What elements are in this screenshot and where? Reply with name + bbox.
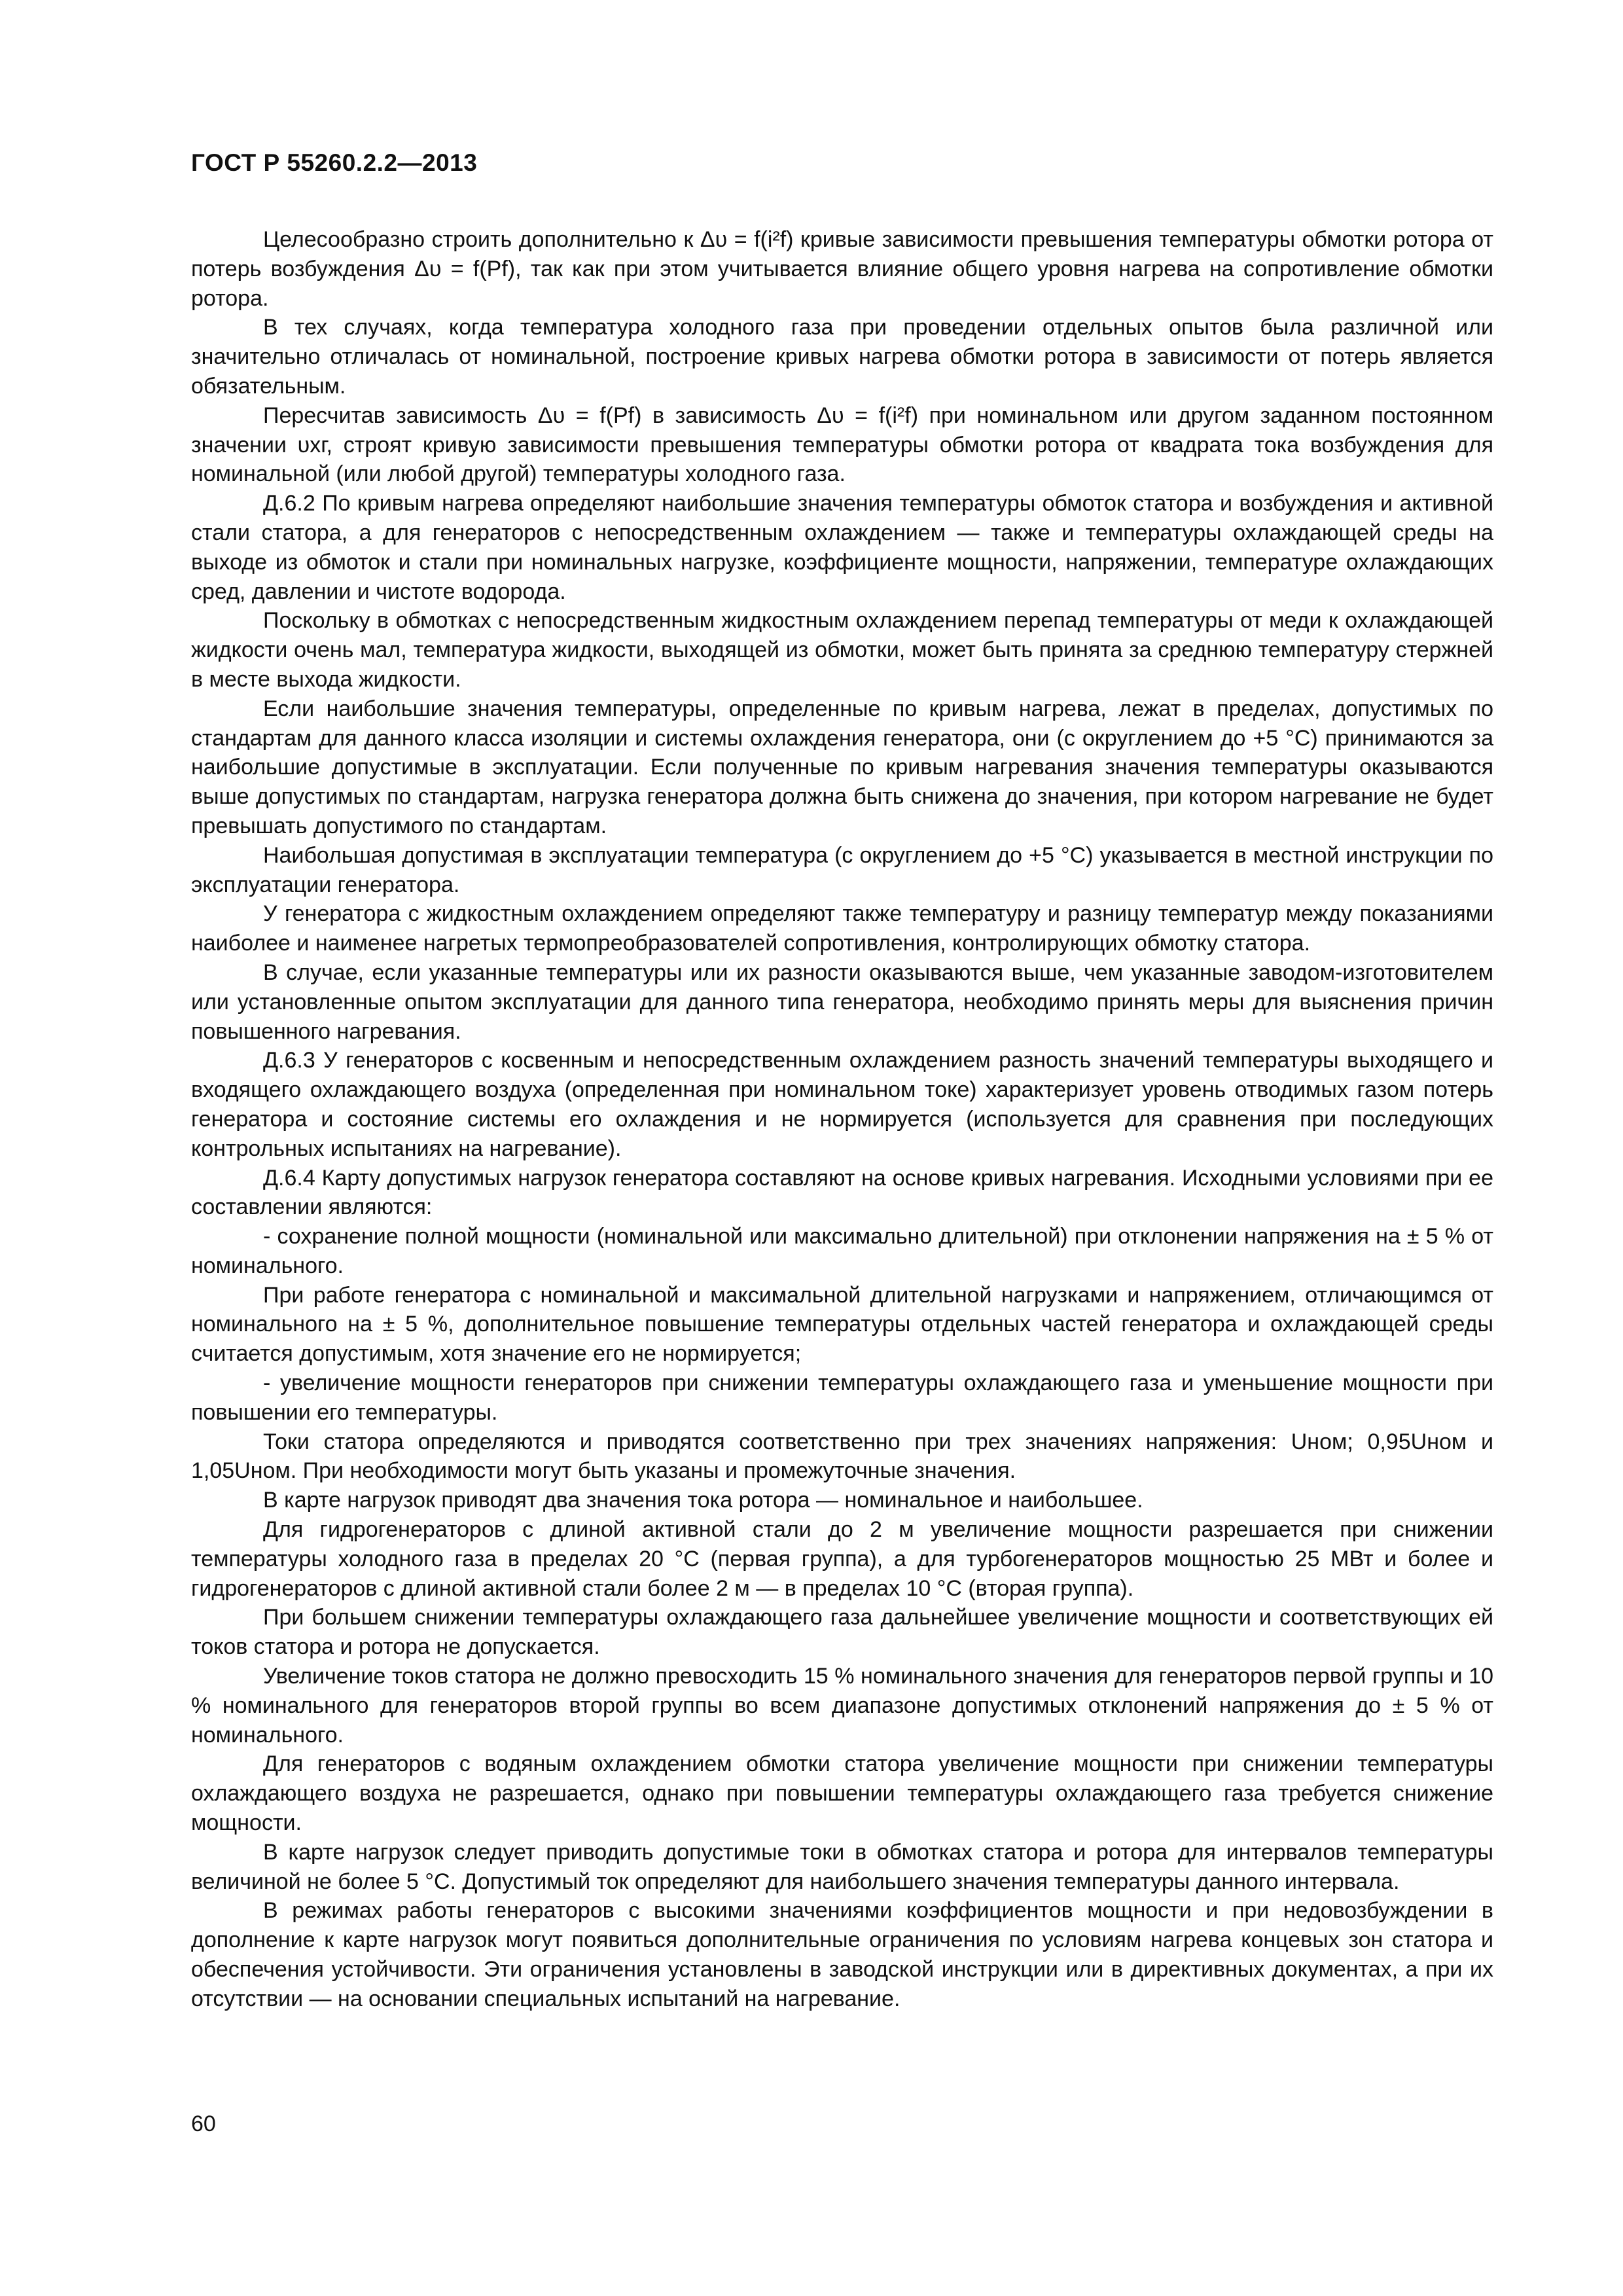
paragraph: В карте нагрузок следует приводить допустимые токи в обмотках статора и ротора для интервалов температуры величиной не более 5 °С. Допустимый ток определяют для наибольшего значения температуры данного интервала.	[191, 1839, 1493, 1894]
paragraph: В тех случаях, когда температура холодного газа при проведении отдельных опытов была различной или значительно отличалась от номинальной, построение кривых нагрева обмотки ротора в зависимости от потерь является обязательным.	[191, 315, 1493, 399]
paragraph: В карте нагрузок приводят два значения тока ротора — номинальное и наибольшее.	[263, 1488, 1143, 1513]
paragraph: Д.6.4 Карту допустимых нагрузок генератора составляют на основе кривых нагревания. Исходными условиями при ее составлении являются:	[191, 1165, 1493, 1220]
paragraph: Токи статора определяются и приводятся соответственно при трех значениях напряжения: Uном; 0,95Uном и 1,05Uном. При необходимости могут быть указаны и промежуточные значения.	[191, 1429, 1493, 1484]
paragraph: При работе генератора с номинальной и максимальной длительной нагрузками и напряжением, отличающимся от номинального на ± 5 %, дополнительное повышение температуры отдельных частей генератора и охлаждающей среды считается допустимым, хотя значение его не нормируется;	[191, 1282, 1493, 1367]
paragraph: В случае, если указанные температуры или их разности оказываются выше, чем указанные заводом-изготовителем или установленные опытом эксплуатации для данного типа генератора, необходимо принять меры для выяснения причин повышенного нагревания.	[191, 960, 1493, 1044]
paragraph: Наибольшая допустимая в эксплуатации температура (с округлением до +5 °С) указывается в местной инструкции по эксплуатации генератора.	[191, 842, 1493, 897]
list-item: - сохранение полной мощности (номинальной или максимально длительной) при отклонении напряжения на ± 5 % от номинального.	[191, 1224, 1493, 1278]
paragraph: При большем снижении температуры охлаждающего газа дальнейшее увеличение мощности и соответствующих ей токов статора и ротора не допускается.	[191, 1605, 1493, 1660]
paragraph: Пересчитав зависимость Δυ = f(Pf) в зависимость Δυ = f(i²f) при номинальном или другом заданном постоянном значении υхг, строят кривую зависимости превышения температуры обмотки ротора от квадрата тока возбуждения для номинальной (или любой другой) температуры холодного газа.	[191, 403, 1493, 487]
list-item: - увеличение мощности генераторов при снижении температуры охлаждающего газа и уменьшение мощности при повышении его температуры.	[191, 1371, 1493, 1425]
paragraph: Для гидрогенераторов с длиной активной стали до 2 м увеличение мощности разрешается при снижении температуры холодного газа в пределах 20 °С (первая группа), а для турбогенераторов мощностью 25 МВт и более и гидрогенераторов с длиной активной стали более 2 м — в пределах 10 °С (вторая группа).	[191, 1517, 1493, 1601]
paragraph: Целесообразно строить дополнительно к Δυ = f(i²f) кривые зависимости превышения температуры обмотки ротора от потерь возбуждения Δυ = f(Pf), так как при этом учитывается влияние общего уровня нагрева на сопротивление обмотки ротора.	[191, 227, 1493, 311]
paragraph: Поскольку в обмотках с непосредственным жидкостным охлаждением перепад температуры от меди к охлаждающей жидкости очень мал, температура жидкости, выходящей из обмотки, может быть принята за среднюю температуру стержней в месте выхода жидкости.	[191, 608, 1493, 692]
paragraph: Д.6.2 По кривым нагрева определяют наибольшие значения температуры обмоток статора и возбуждения и активной стали статора, а для генераторов с непосредственным охлаждением — также и температуры охлаждающей среды на выходе из обмоток и стали при номинальных нагрузке, коэффициенте мощности, напряжении, температуре охлаждающих сред, давлении и чистоте водорода.	[191, 491, 1493, 604]
page-number: 60	[191, 2111, 216, 2136]
paragraph: Для генераторов с водяным охлаждением обмотки статора увеличение мощности при снижении температуры охлаждающего воздуха не разрешается, однако при повышении температуры охлаждающего газа требуется снижение мощности.	[191, 1751, 1493, 1836]
paragraph: В режимах работы генераторов с высокими значениями коэффициентов мощности и при недовозбуждении в дополнение к карте нагрузок могут появиться дополнительные ограничения по условиям нагрева концевых зон статора и обеспечения устойчивости. Эти ограничения установлены в заводской инструкции или в директивных документах, а при их отсутствии — на основании специальных испытаний на нагревание.	[191, 1898, 1493, 2011]
document-body	[191, 225, 1493, 2014]
document-code-header: ГОСТ Р 55260.2.2—2013	[191, 149, 478, 176]
paragraph: Если наибольшие значения температуры, определенные по кривым нагрева, лежат в пределах, допустимых по стандартам для данного класса изоляции и системы охлаждения генератора, они (с округлением до +5 °С) принимаются за наибольшие допустимые в эксплуатации. Если полученные по кривым нагревания значения температуры оказываются выше допустимых по стандартам, нагрузка генератора должна быть снижена до значения, при котором нагревание не будет превышать допустимого по стандартам.	[191, 696, 1493, 838]
paragraph: Д.6.3 У генераторов с косвенным и непосредственным охлаждением разность значений температуры выходящего и входящего охлаждающего воздуха (определенная при номинальном токе) характеризует уровень отводимых газом потерь генератора и состояние системы его охлаждения и не нормируется (используется для сравнения при последующих контрольных испытаниях на нагревание).	[191, 1048, 1493, 1161]
paragraph: У генератора с жидкостным охлаждением определяют также температуру и разницу температур между показаниями наиболее и наименее нагретых термопреобразователей сопротивления, контролирующих обмотку статора.	[191, 901, 1493, 956]
paragraph: Увеличение токов статора не должно превосходить 15 % номинального значения для генераторов первой группы и 10 % номинального для генераторов второй группы во всем диапазоне допустимых отклонений напряжения до ± 5 % от номинального.	[191, 1664, 1493, 1748]
